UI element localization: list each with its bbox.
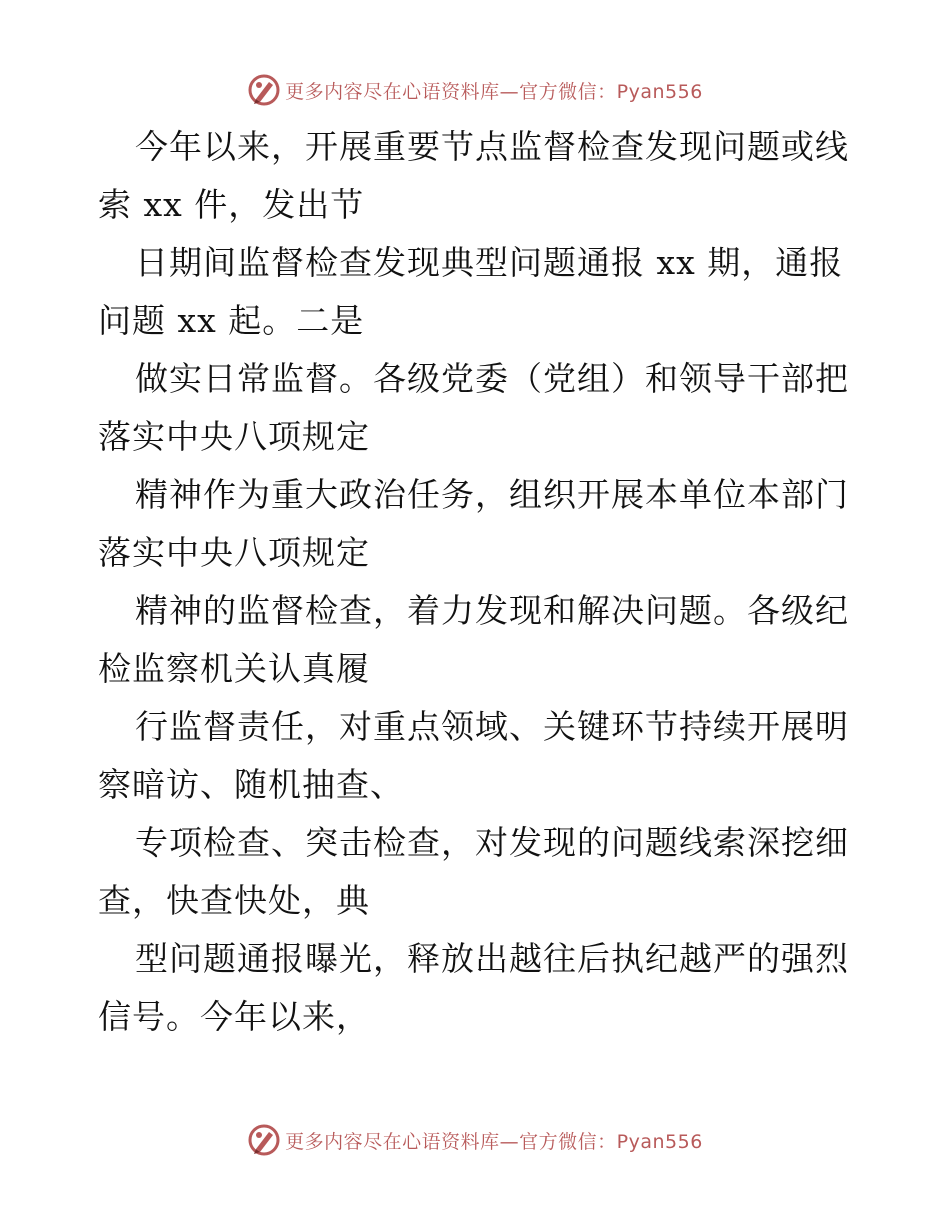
- pen-logo-icon: [247, 73, 281, 107]
- paragraph-3: [98, 350, 858, 466]
- text-line: 索 xx 件，发出节: [98, 185, 365, 224]
- text-line: 精神的监督检查，着力发现和解决问题。各级纪: [135, 591, 849, 630]
- text-line: 信号。今年以来，: [98, 997, 370, 1036]
- paragraph-4: [98, 466, 858, 582]
- text-line: 问题 xx 起。二是: [98, 301, 365, 340]
- text-line: 察暗访、随机抽查、: [98, 765, 404, 804]
- pen-logo-icon: [247, 1123, 281, 1157]
- document-body: [98, 118, 858, 1046]
- text-line: 行监督责任，对重点领域、关键环节持续开展明: [135, 707, 849, 746]
- paragraph-2: [98, 234, 858, 350]
- footer-banner: [0, 1120, 950, 1160]
- header-banner-text: 更多内容尽在心语资料库—官方微信：Pyan556: [285, 80, 703, 103]
- text-line: 落实中央八项规定: [98, 417, 370, 456]
- text-line: 精神作为重大政治任务，组织开展本单位本部门: [135, 475, 849, 514]
- text-line: 今年以来，开展重要节点监督检查发现问题或线: [135, 127, 849, 166]
- header-banner: [0, 70, 950, 110]
- paragraph-5: [98, 582, 858, 698]
- text-line: 日期间监督检查发现典型问题通报 xx 期，通报: [135, 243, 844, 282]
- text-line: 专项检查、突击检查，对发现的问题线索深挖细: [135, 823, 849, 862]
- paragraph-8: [98, 930, 858, 1046]
- text-line: 检监察机关认真履: [98, 649, 370, 688]
- text-line: 做实日常监督。各级党委（党组）和领导干部把: [135, 359, 849, 398]
- paragraph-7: [98, 814, 858, 930]
- paragraph-6: [98, 698, 858, 814]
- text-line: 查，快查快处，典: [98, 881, 370, 920]
- text-line: 落实中央八项规定: [98, 533, 370, 572]
- text-line: 型问题通报曝光，释放出越往后执纪越严的强烈: [135, 939, 849, 978]
- footer-banner-text: 更多内容尽在心语资料库—官方微信：Pyan556: [285, 1130, 703, 1153]
- paragraph-1: [98, 118, 858, 234]
